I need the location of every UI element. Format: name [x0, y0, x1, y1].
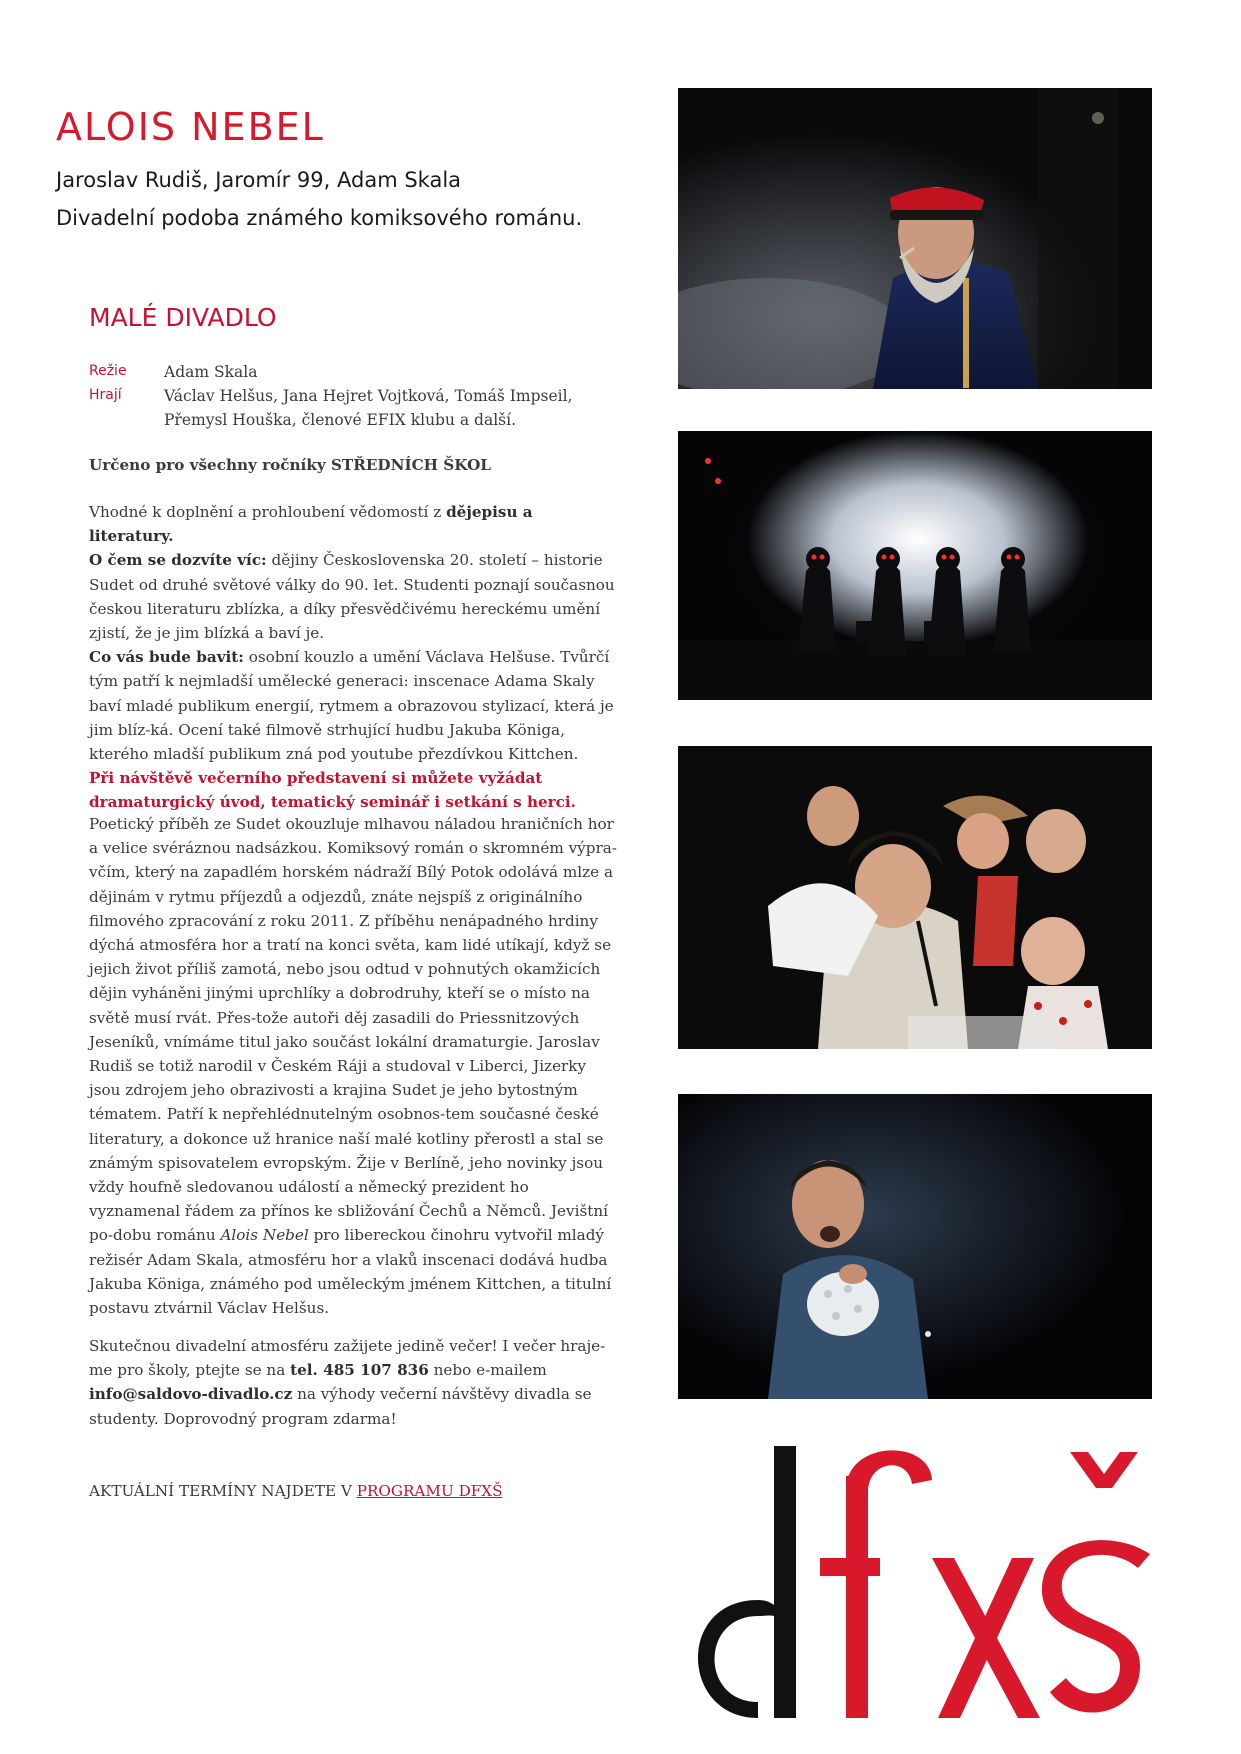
phone-number: tel. 485 107 836	[290, 1361, 429, 1380]
program-link[interactable]: PROGRAMU DFXŠ	[356, 1482, 503, 1500]
cast-line: Václav Helšus, Jana Hejret Vojtková, Tomáš Impseil,	[164, 387, 573, 405]
education-section	[89, 500, 619, 815]
tagline: Divadelní podoba známého komiksového románu.	[56, 206, 583, 230]
story-text-end: pro libereckou činohru vytvořil mladý režisér Adam Skala, atmosféru hor a vlaků inscenaci dodává hudba Jakuba Königa, známého pod uměleckým jménem Kittchen, a titulní postavu ztvárnil Václav Helšus.	[89, 1226, 612, 1318]
education-paragraph	[89, 500, 619, 815]
cast-label: Hrají	[89, 387, 122, 403]
photo-ensemble	[678, 746, 1152, 1049]
email-address[interactable]: info@saldovo-divadlo.cz	[89, 1385, 293, 1404]
director-name: Adam Skala	[164, 363, 258, 381]
subjects-text: dějepisu a literatury.	[89, 503, 533, 546]
venue-heading: MALÉ DIVADLO	[89, 303, 277, 332]
intro-text: Vhodné k doplnění a prohloubení vědomostí z	[89, 503, 447, 521]
target-audience: Určeno pro všechny ročníky STŘEDNÍCH ŠKOL	[89, 456, 491, 474]
dfxs-logo-mark	[670, 1440, 1210, 1730]
contact-text: Skutečnou divadelní atmosféru zažijete jedině večer! I večer hraje-me pro školy, ptejte se na	[89, 1337, 606, 1380]
fun-label: Co vás bude bavit:	[89, 648, 244, 667]
photo-silhouettes	[678, 431, 1152, 700]
photo-stationmaster	[678, 88, 1152, 389]
program-line	[89, 1479, 619, 1503]
contact-text: nebo e-mailem	[428, 1361, 547, 1380]
fun-text: osobní kouzlo a umění Václava Helšuse. Tvůrčí tým patří k nejmladší umělecké generaci: inscenace Adama Skaly baví mladé publikum energií, rytmem a obrazovou stylizací, která je jim blíz-ká. Ocení také filmově strhující hudbu Jakuba Königa, kterého mladší publikum zná pod youtube přezdívkou Kittchen.	[89, 648, 614, 764]
dfxs-logo	[670, 1440, 1210, 1734]
learn-text: dějiny Československa 20. století – historie Sudet od druhé světové války do 90. let. Studenti poznají současnou českou literaturu zblízka, a díky přesvědčivému hereckému umění zjistí, že je jim blízká a baví je.	[89, 551, 615, 643]
contact-text: na výhody večerní návštěvy divadla se studenty. Doprovodný program zdarma!	[89, 1385, 592, 1428]
program-text: AKTUÁLNÍ TERMÍNY NAJDETE V	[89, 1482, 357, 1500]
book-title: Alois Nebel	[220, 1226, 309, 1245]
story-text: Poetický příběh ze Sudet okouzluje mlhavou náladou hraničních hor a velice svéráznou nadsázkou. Komiksový román o skromném výpra-včím, který na zapadlém horském nádraží Bílý Potok odolává mlze a dějinám v rytmu příjezdů a odjezdů, znáte nejspíš z originálního filmového zpracování z roku 2011. Z příběhu nenápadného hrdiny dýchá atmosféra hor a tratí na konci světa, kam lidé utíkají, když se jejich život příliš zamotá, nebo jsou odtud v pohnutých okamžicích dějin vyháněni jinými uprchlíky a dobrodruhy, kteří se o místo na světě musí rvát. Přes-tože autoři děj zasadili do Priessnitzových Jeseníků, vnímáme titul jako součást lokální dramaturgie. Jaroslav Rudiš se totiž narodil v Českém Ráji a studoval v Liberci, Jizerky jsou zdrojem jeho obrazivosti a krajina Sudet je jeho bytostným tématem. Patří k nepřehlédnutelným osobnos-tem současné české literatury, a dokonce už hranice naší malé kotliny přerostl a stal se známým spisovatelem evropským. Žije v Berlíně, jeho novinky jsou vždy houfně sledovanou událostí a německý prezident ho vyznamenal řádem za přínos ke sbližování Čechů a Němců. Jevištní po-dobu románu	[89, 815, 617, 1245]
cast-list	[164, 384, 594, 432]
photo-helsus	[678, 1094, 1152, 1399]
cast-line: Přemysl Houška, členové EFIX klubu a další.	[164, 411, 517, 429]
learn-label: O čem se dozvíte víc:	[89, 551, 267, 570]
director-label: Režie	[89, 363, 127, 379]
story-paragraph	[89, 812, 619, 1320]
contact-paragraph	[89, 1334, 619, 1431]
offer-text: Při návštěvě večerního představení si můžete vyžádat dramaturgický úvod, tematický seminář i setkání s herci.	[89, 769, 576, 812]
story-section	[89, 812, 619, 1320]
play-title: ALOIS NEBEL	[56, 105, 325, 150]
authors: Jaroslav Rudiš, Jaromír 99, Adam Skala	[56, 168, 462, 192]
contact-section	[89, 1334, 619, 1431]
